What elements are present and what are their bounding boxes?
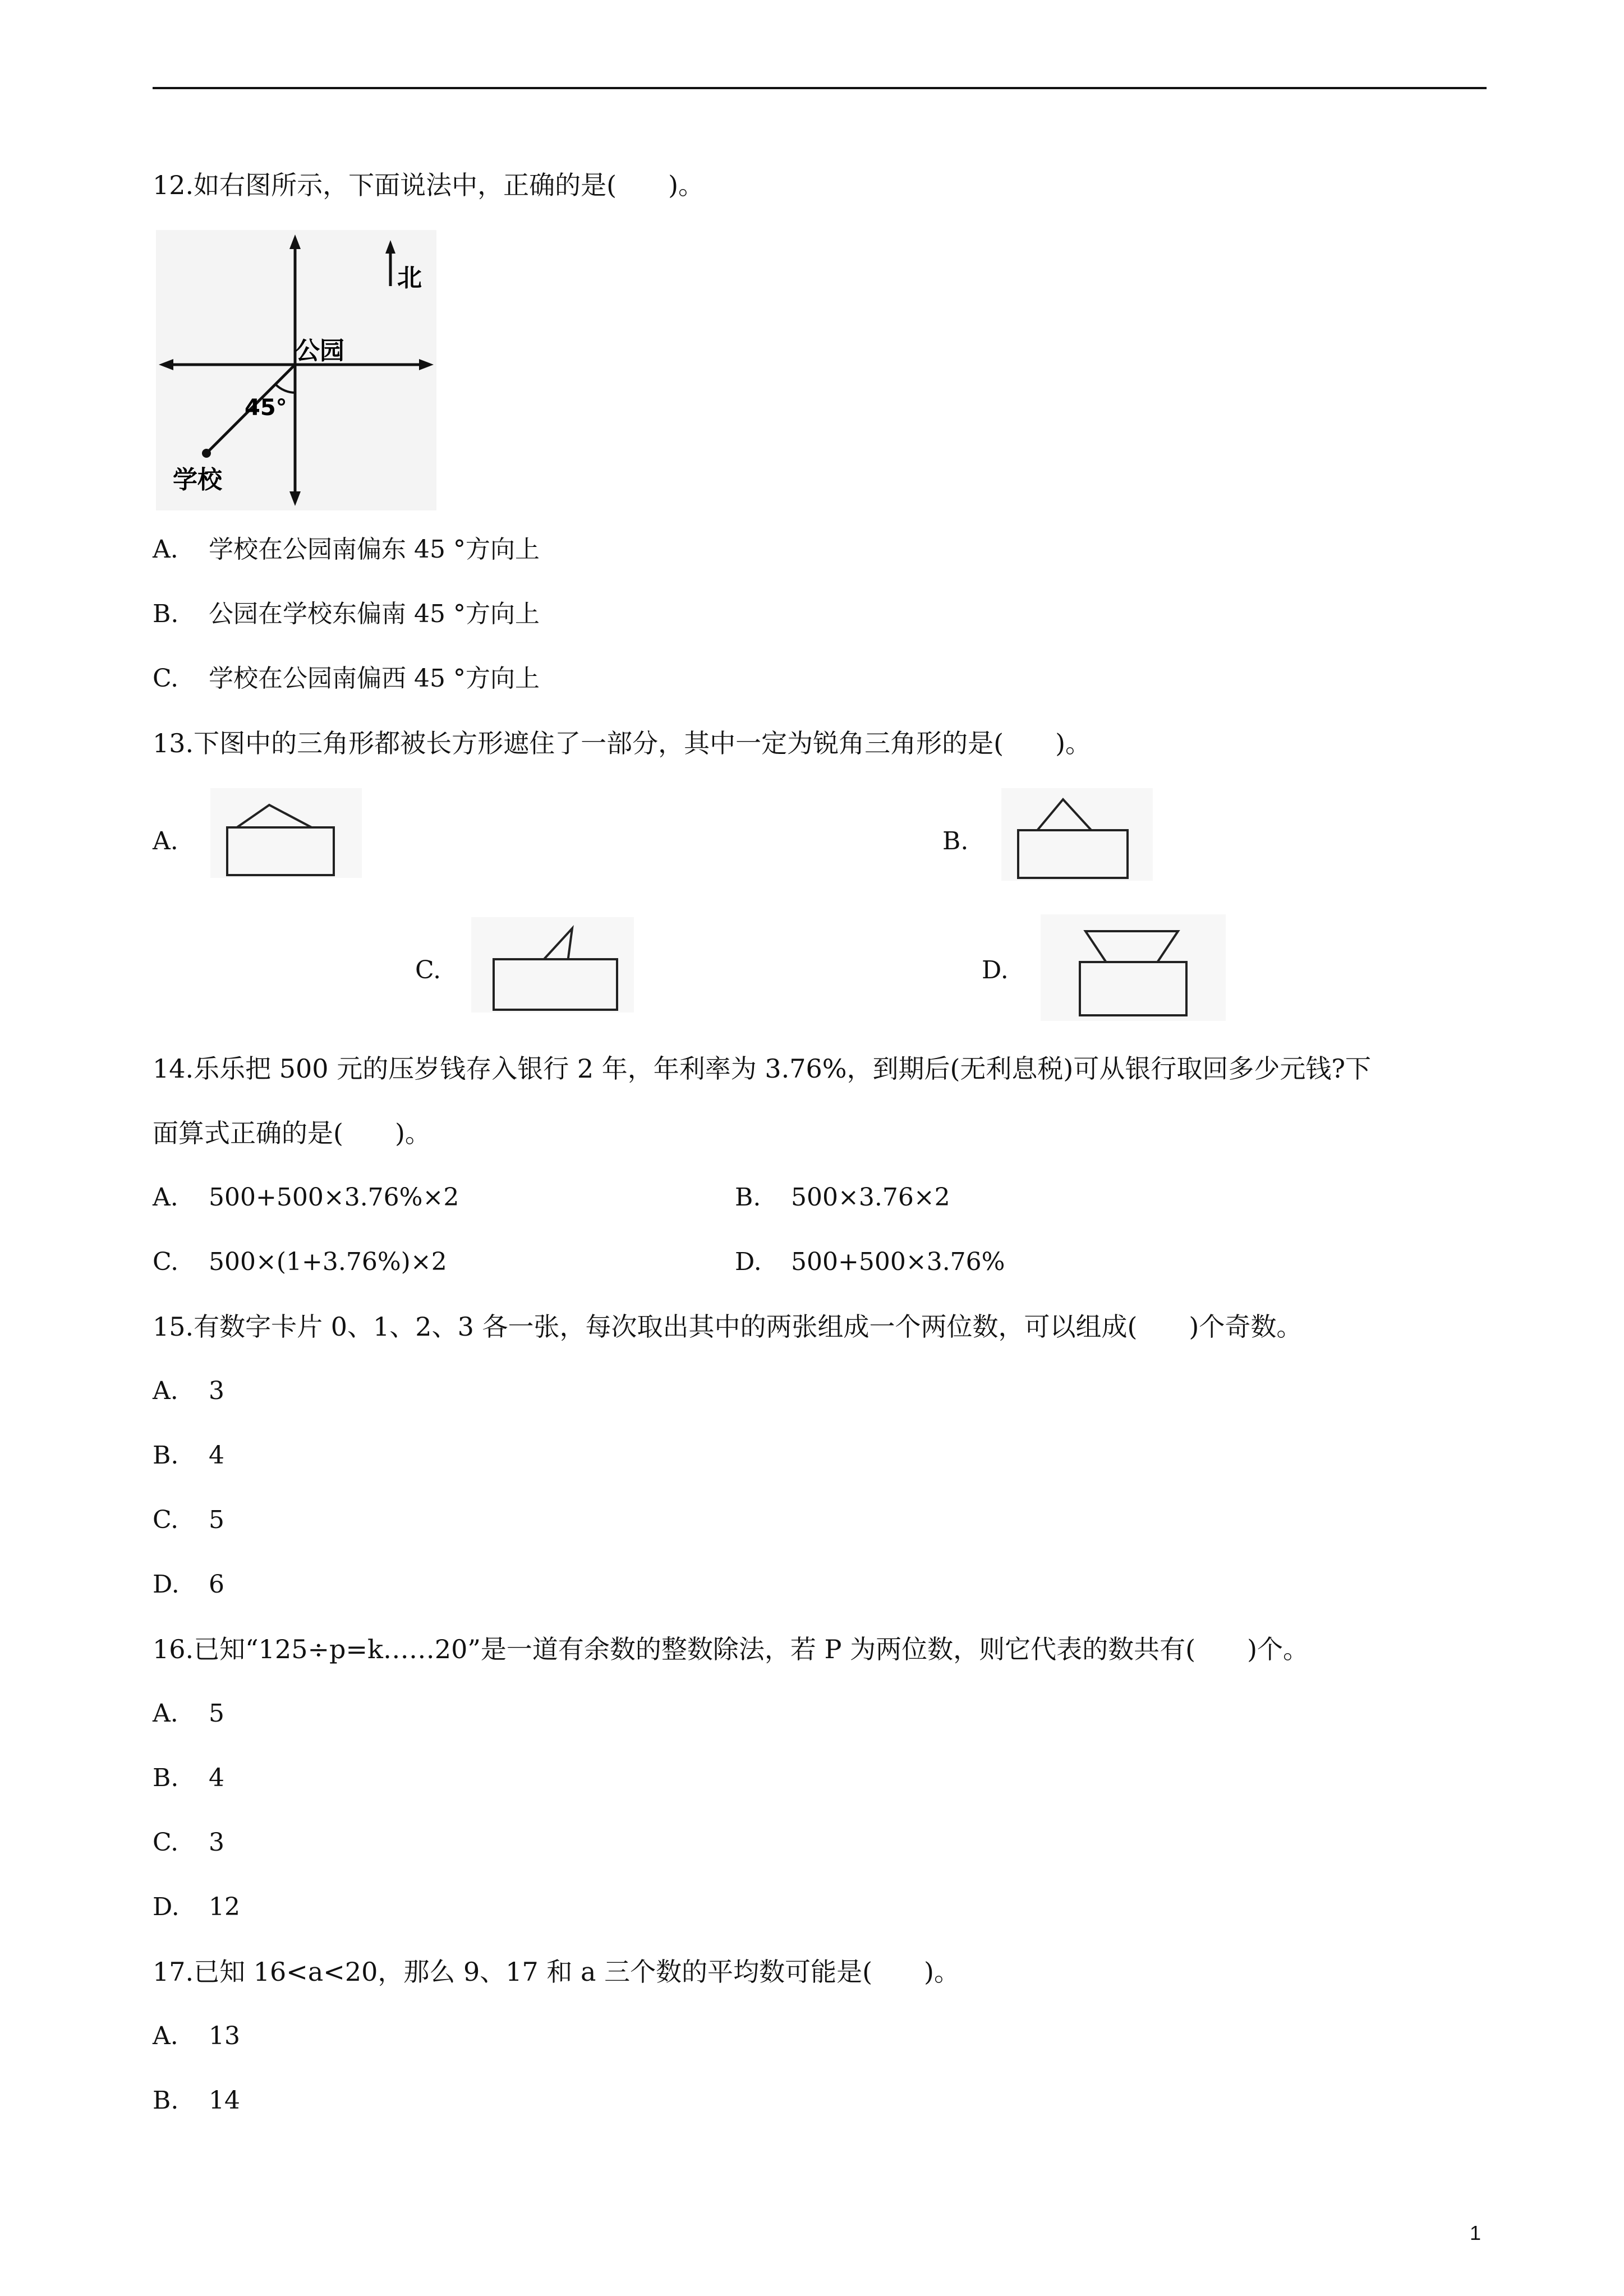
q17-stem: 17.已知 16<a<20，那么 9、17 和 a 三个数的平均数可能是( )。: [153, 1957, 960, 1987]
q13-option-b-label: B.: [942, 827, 969, 855]
q14-option-b: B. 500×3.76×2: [735, 1183, 950, 1212]
q13-stem: 13.下图中的三角形都被长方形遮住了一部分，其中一定为锐角三角形的是( )。: [153, 728, 1092, 758]
q15-option-c: C. 5: [153, 1506, 224, 1534]
q14-stem-line2: 面算式正确的是( )。: [153, 1118, 431, 1148]
q17-option-b: B. 14: [153, 2086, 240, 2115]
angle-label: 45°: [245, 395, 287, 421]
q12-option-c: C. 学校在公园南偏西 45 °方向上: [153, 664, 540, 693]
q15-option-a: A. 3: [153, 1377, 224, 1405]
q13-option-c-figure: [471, 917, 634, 1013]
q16-stem: 16.已知“125÷p=k……20”是一道有余数的整数除法，若 P 为两位数，则它代表的数共有( )个。: [153, 1634, 1309, 1664]
q12-option-b: B. 公园在学校东偏南 45 °方向上: [153, 600, 540, 628]
q13-option-d-figure: [1041, 914, 1226, 1021]
header-rule: [153, 87, 1487, 89]
school-label: 学校: [173, 466, 222, 494]
q14-option-a: A. 500+500×3.76%×2: [153, 1183, 459, 1212]
q15-stem: 15.有数字卡片 0、1、2、3 各一张，每次取出其中的两张组成一个两位数，可以组成( )个奇数。: [153, 1312, 1303, 1342]
q15-option-d: D. 6: [153, 1570, 224, 1599]
q16-option-d: D. 12: [153, 1893, 240, 1921]
q13-option-a-figure: [210, 788, 362, 878]
north-label: 北: [397, 264, 422, 292]
q13-option-c-label: C.: [415, 956, 441, 984]
q14-stem-line1: 14.乐乐把 500 元的压岁钱存入银行 2 年，年利率为 3.76%，到期后(无利息税)可从银行取回多少元钱?下: [153, 1053, 1372, 1084]
page-number: 1: [1470, 2221, 1482, 2244]
q12-stem: 12.如右图所示，下面说法中，正确的是( )。: [153, 170, 705, 200]
q13-option-b-figure: [1001, 788, 1153, 881]
q17-option-a: A. 13: [153, 2022, 240, 2050]
q12-compass-figure: [156, 230, 436, 510]
q16-option-c: C. 3: [153, 1828, 224, 1857]
q12-option-a: A. 学校在公园南偏东 45 °方向上: [153, 535, 540, 564]
q15-option-b: B. 4: [153, 1441, 224, 1470]
park-label: 公园: [295, 337, 344, 365]
q13-option-d-label: D.: [982, 956, 1009, 984]
q14-option-d: D. 500+500×3.76%: [735, 1248, 1005, 1276]
q14-option-c: C. 500×(1+3.76%)×2: [153, 1248, 447, 1276]
q16-option-b: B. 4: [153, 1764, 224, 1792]
q13-option-a-label: A.: [153, 827, 178, 855]
q16-option-a: A. 5: [153, 1699, 224, 1728]
